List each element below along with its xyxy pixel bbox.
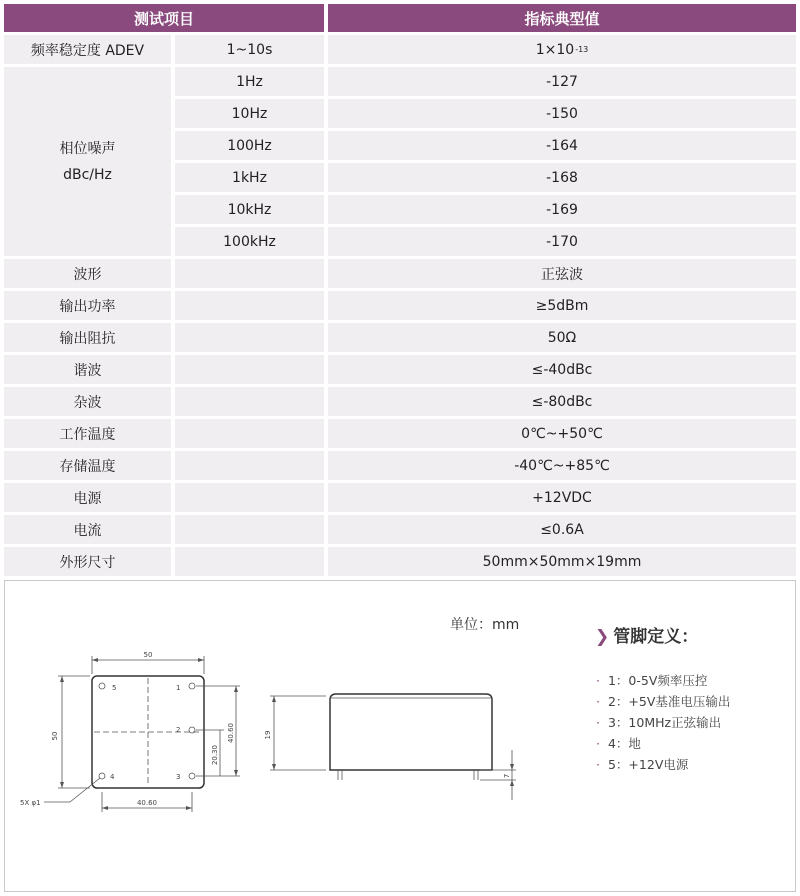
spec-name: 输出阻抗 [4, 323, 171, 352]
spec-empty [175, 515, 324, 544]
bullet-icon: · [596, 757, 600, 772]
pin-item-text: 5：+12V电源 [607, 757, 689, 772]
spec-empty [175, 291, 324, 320]
spec-value: 正弦波 [328, 259, 796, 288]
dim-thickness: 19 [264, 730, 272, 740]
pin-number: 3 [176, 773, 181, 781]
adev-value [328, 35, 796, 64]
spec-name: 输出功率 [4, 291, 171, 320]
spec-value: -40℃~+85℃ [328, 451, 796, 480]
header-typical-value: 指标典型值 [328, 4, 796, 32]
dim-pin-horizontal: 40.60 [136, 799, 158, 807]
spec-empty [175, 323, 324, 352]
pin-item [596, 691, 730, 712]
pin-item [596, 754, 730, 775]
pin-item-text: 2：+5V基准电压输出 [607, 694, 731, 709]
dim-height: 50 [51, 731, 59, 741]
spec-name: 电流 [4, 515, 171, 544]
bullet-icon: · [596, 673, 600, 688]
spec-empty [175, 387, 324, 416]
spec-empty [175, 483, 324, 512]
pin-item [596, 733, 730, 754]
adev-value-base: 1×10 [535, 41, 575, 58]
pin-definition-label: 管脚定义： [613, 627, 699, 647]
pin-number: 5 [112, 684, 117, 692]
spec-empty [175, 547, 324, 576]
bullet-icon: · [596, 715, 600, 730]
spec-name: 存储温度 [4, 451, 171, 480]
phase-noise-value: -170 [328, 227, 796, 256]
phase-noise-value: -150 [328, 99, 796, 128]
pin-item-text: 4：地 [607, 736, 641, 751]
phase-noise-offset: 1Hz [175, 67, 324, 96]
pin-item-text: 1：0-5V频率压控 [607, 673, 708, 688]
pin-definition-title [595, 622, 698, 647]
spec-value: ≤-80dBc [328, 387, 796, 416]
phase-noise-label: 相位噪声 [59, 140, 116, 157]
dim-pin-length: 7 [503, 773, 511, 779]
bullet-icon: · [596, 736, 600, 751]
spec-name: 工作温度 [4, 419, 171, 448]
spec-name: 波形 [4, 259, 171, 288]
pin-item [596, 670, 730, 691]
phase-noise-offset: 10kHz [175, 195, 324, 224]
spec-name: 杂波 [4, 387, 171, 416]
pin-number: 1 [176, 684, 181, 692]
spec-value: ≤-40dBc [328, 355, 796, 384]
phase-noise-offset: 100kHz [175, 227, 324, 256]
bullet-icon: · [596, 694, 600, 709]
adev-condition: 1~10s [175, 35, 324, 64]
adev-value-exponent: -13 [575, 45, 589, 54]
spec-name: 电源 [4, 483, 171, 512]
side-view-body [330, 694, 492, 770]
phase-noise-offset: 100Hz [175, 131, 324, 160]
phase-noise-name [4, 67, 171, 256]
phase-noise-value: -169 [328, 195, 796, 224]
pin-item [596, 712, 730, 733]
spec-value: ≤0.6A [328, 515, 796, 544]
spec-value: 0℃~+50℃ [328, 419, 796, 448]
dim-pin-mid: 20.30 [211, 744, 219, 766]
dim-width: 50 [143, 651, 153, 659]
spec-name: 谐波 [4, 355, 171, 384]
unit-label: 单位：mm [450, 617, 520, 633]
spec-empty [175, 451, 324, 480]
dim-pin-vertical: 40.60 [227, 722, 235, 744]
phase-noise-offset: 1kHz [175, 163, 324, 192]
spec-empty [175, 419, 324, 448]
pin-number: 2 [176, 726, 181, 734]
adev-name: 频率稳定度 ADEV [4, 35, 171, 64]
pin-definition-list [596, 670, 730, 775]
spec-value: 50mm×50mm×19mm [328, 547, 796, 576]
spec-value: ≥5dBm [328, 291, 796, 320]
spec-name: 外形尺寸 [4, 547, 171, 576]
hole-label: 5X φ1 [20, 799, 41, 807]
phase-noise-offset: 10Hz [175, 99, 324, 128]
spec-empty [175, 259, 324, 288]
pin-number: 4 [110, 773, 115, 781]
chevron-right-icon: ❯ [595, 627, 610, 647]
pin-item-text: 3：10MHz正弦输出 [607, 715, 722, 730]
spec-empty [175, 355, 324, 384]
header-test-item: 测试项目 [4, 4, 324, 32]
spec-value: +12VDC [328, 483, 796, 512]
phase-noise-value: -164 [328, 131, 796, 160]
phase-noise-unit: dBc/Hz [63, 166, 112, 183]
phase-noise-value: -168 [328, 163, 796, 192]
spec-value: 50Ω [328, 323, 796, 352]
phase-noise-value: -127 [328, 67, 796, 96]
